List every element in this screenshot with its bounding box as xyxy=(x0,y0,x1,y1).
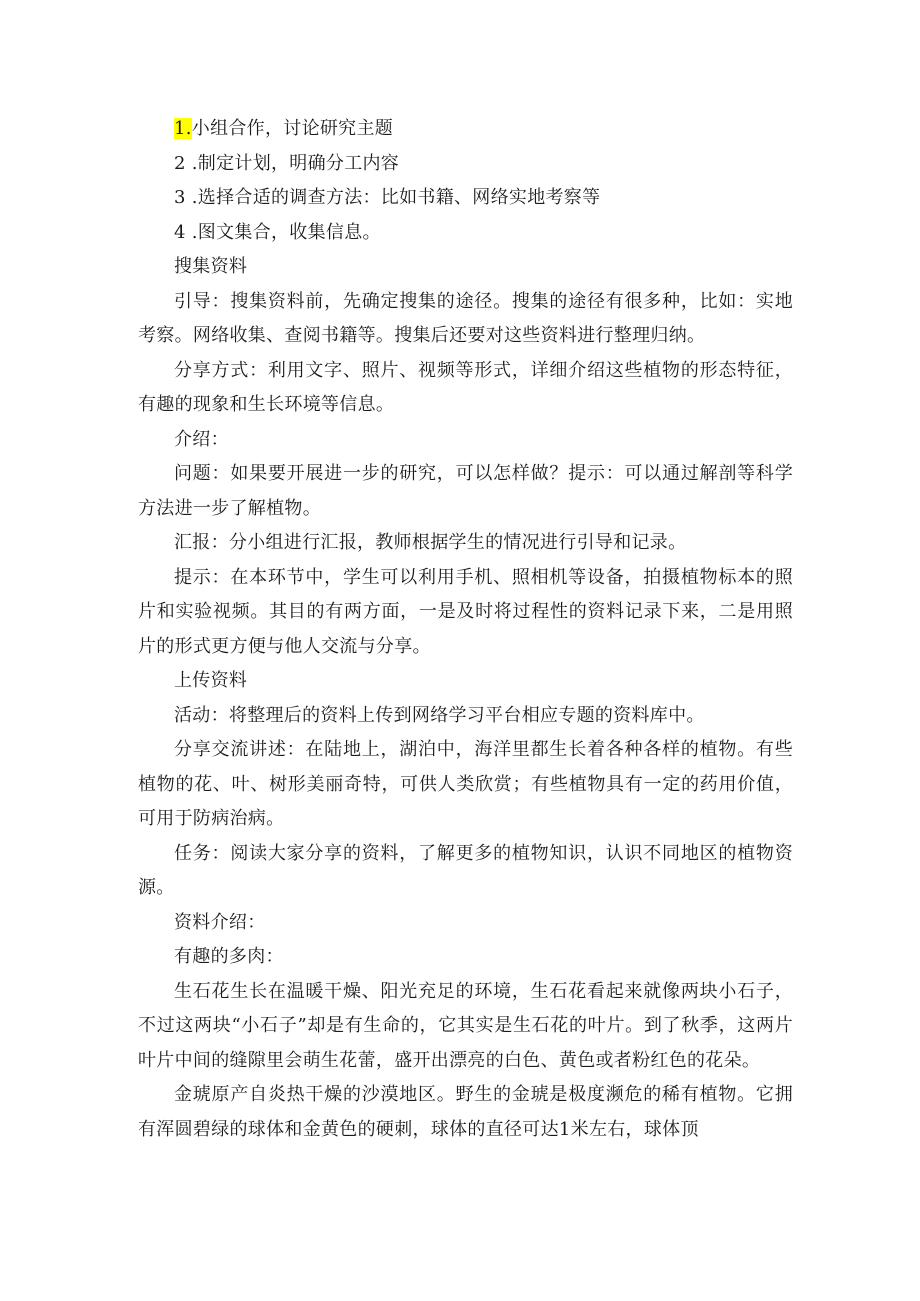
paragraph-lithops: 生石花生长在温暖干燥、阳光充足的环境，生石花看起来就像两块小石子，不过这两块“小石子”却是有生命的，它其实是生石花的叶片。到了秋季，这两片叶片中间的缝隙里会萌生花蕾，盛开出漂亮的白色、黄色或者粉红色的花朵。 xyxy=(138,980,793,1071)
paragraph-material-intro: 资料介绍： xyxy=(174,911,266,933)
list-number-4: 4 . xyxy=(174,221,198,243)
paragraph-golden-barrel: 金琥原产自炎热干燥的沙漠地区。野生的金琥是极度濒危的稀有植物。它拥有浑圆碧绿的球体和金黄色的硬刺，球体的直径可达1米左右，球体顶 xyxy=(138,1084,793,1140)
paragraph-activity: 活动：将整理后的资料上传到网络学习平台相应专题的资料库中。 xyxy=(174,704,705,726)
list-item-4 xyxy=(138,216,793,251)
paragraph-report: 汇报：分小组进行汇报，教师根据学生的情况进行引导和记录。 xyxy=(174,532,687,553)
list-number-2: 2 . xyxy=(174,152,198,174)
paragraph-guide: 引导：搜集资料前，先确定搜集的途径。搜集的途径有很多种，比如：实地考察。网络收集、查阅书籍等。搜集后还要对这些资料进行整理归纳。 xyxy=(138,290,793,346)
list-number-3: 3 . xyxy=(174,187,198,208)
document-body xyxy=(138,112,793,1147)
paragraph-succulents: 有趣的多肉： xyxy=(174,946,284,967)
list-item-2 xyxy=(138,147,793,182)
paragraph-share-method: 分享方式：利用文字、照片、视频等形式，详细介绍这些植物的形态特征，有趣的现象和生长环境等信息。 xyxy=(138,359,793,415)
list-text-2: 制定计划，明确分工内容 xyxy=(197,152,400,174)
section-heading-upload: 上传资料 xyxy=(174,670,248,691)
paragraph-question: 问题：如果要开展进一步的研究，可以怎样做？提示：可以通过解剖等科学方法进一步了解植物。 xyxy=(138,463,793,519)
paragraph-introduction: 介绍： xyxy=(174,428,229,450)
list-number-1: 1. xyxy=(174,118,192,139)
list-item-3 xyxy=(138,181,793,216)
section-heading-collect: 搜集资料 xyxy=(174,256,248,277)
list-item-1 xyxy=(138,112,793,147)
paragraph-task: 任务：阅读大家分享的资料，了解更多的植物知识，认识不同地区的植物资源。 xyxy=(138,842,793,898)
list-text-3: 选择合适的调查方法：比如书籍、网络实地考察等 xyxy=(197,187,601,208)
paragraph-tip: 提示：在本环节中，学生可以利用手机、照相机等设备，拍摄植物标本的照片和实验视频。其目的有两方面，一是及时将过程性的资料记录下来，二是用照片的形式更方便与他人交流与分享。 xyxy=(138,566,793,657)
list-text-1: 小组合作，讨论研究主题 xyxy=(191,118,394,139)
list-text-4: 图文集合，收集信息。 xyxy=(197,221,381,243)
paragraph-share-exchange: 分享交流讲述：在陆地上，湖泊中，海洋里都生长着各种各样的植物。有些植物的花、叶、树形美丽奇特，可供人类欣赏；有些植物具有一定的药用价值，可用于防病治病。 xyxy=(138,739,793,829)
